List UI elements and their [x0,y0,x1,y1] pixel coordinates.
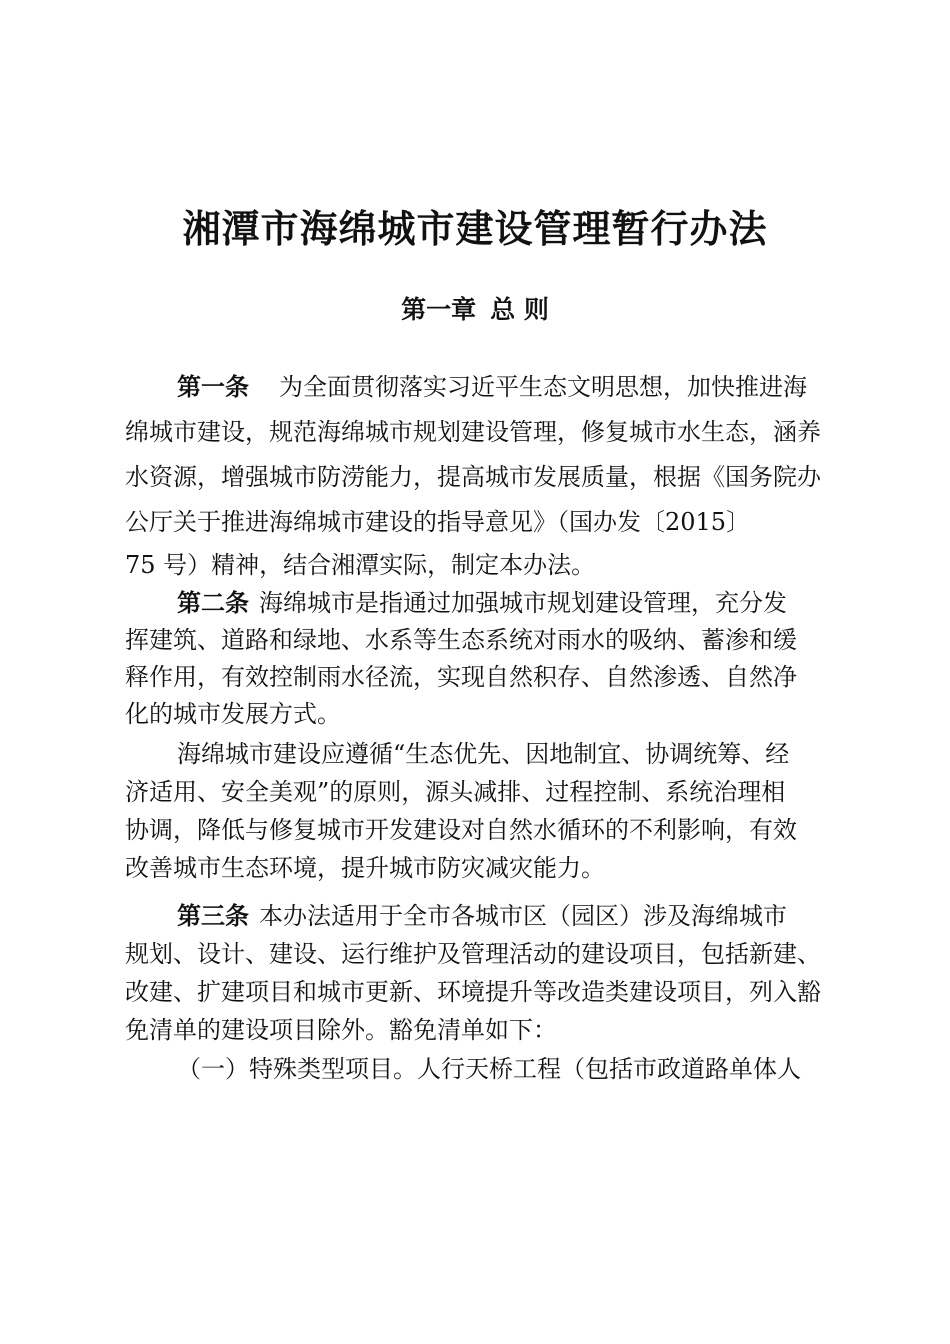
chapter-name: 总 则 [490,295,549,324]
article3-line-4: 免清单的建设项目除外。豁免清单如下： [125,1016,557,1044]
article1-line-4: 公厅关于推进海绵城市建设的指导意见》（国办发〔2015〕 [125,508,751,536]
article3-line-2: 规划、设计、建设、运行维护及管理活动的建设项目，包括新建、 [125,940,821,968]
article2-text-1: 海绵城市是指通过加强城市规划建设管理，充分发 [259,589,787,617]
article1-line-3: 水资源，增强城市防涝能力，提高城市发展质量，根据《国务院办 [125,463,821,491]
article2-para2-line-4: 改善城市生态环境，提升城市防灾减灾能力。 [125,854,605,882]
document-title: 湘潭市海绵城市建设管理暂行办法 [182,206,768,251]
chapter-heading [0,290,950,326]
article3-label: 第三条 [177,902,249,930]
article2-line-2: 挥建筑、道路和绿地、水系等生态系统对雨水的吸纳、蓄渗和缓 [125,626,797,654]
article1-line-5: 75 号）精神，结合湘潭实际，制定本办法。 [125,551,596,579]
article3-line-1 [177,898,787,934]
chapter-label: 第一章 [401,295,477,324]
article2-label: 第二条 [177,589,249,617]
article3-item-1: （一）特殊类型项目。人行天桥工程（包括市政道路单体人 [177,1055,801,1083]
article2-para2-line-3: 协调，降低与修复城市开发建设对自然水循环的不利影响，有效 [125,816,797,844]
article2-line-4: 化的城市发展方式。 [125,700,341,728]
article2-para2-line-1: 海绵城市建设应遵循“生态优先、因地制宜、协调统筹、经 [177,740,790,768]
article2-para2-line-2: 济适用、安全美观”的原则，源头减排、过程控制、系统治理相 [125,778,786,806]
article1-text-1: 为全面贯彻落实习近平生态文明思想，加快推进海 [279,373,807,401]
article1-label: 第一条 [177,373,249,401]
article3-text-1: 本办法适用于全市各城市区（园区）涉及海绵城市 [259,902,787,930]
article2-line-1 [177,585,787,621]
article1-line-2: 绵城市建设，规范海绵城市规划建设管理，修复城市水生态，涵养 [125,418,821,446]
article2-line-3: 释作用，有效控制雨水径流，实现自然积存、自然渗透、自然净 [125,663,797,691]
article1-line-1 [177,369,807,405]
article3-line-3: 改建、扩建项目和城市更新、环境提升等改造类建设项目，列入豁 [125,978,821,1006]
